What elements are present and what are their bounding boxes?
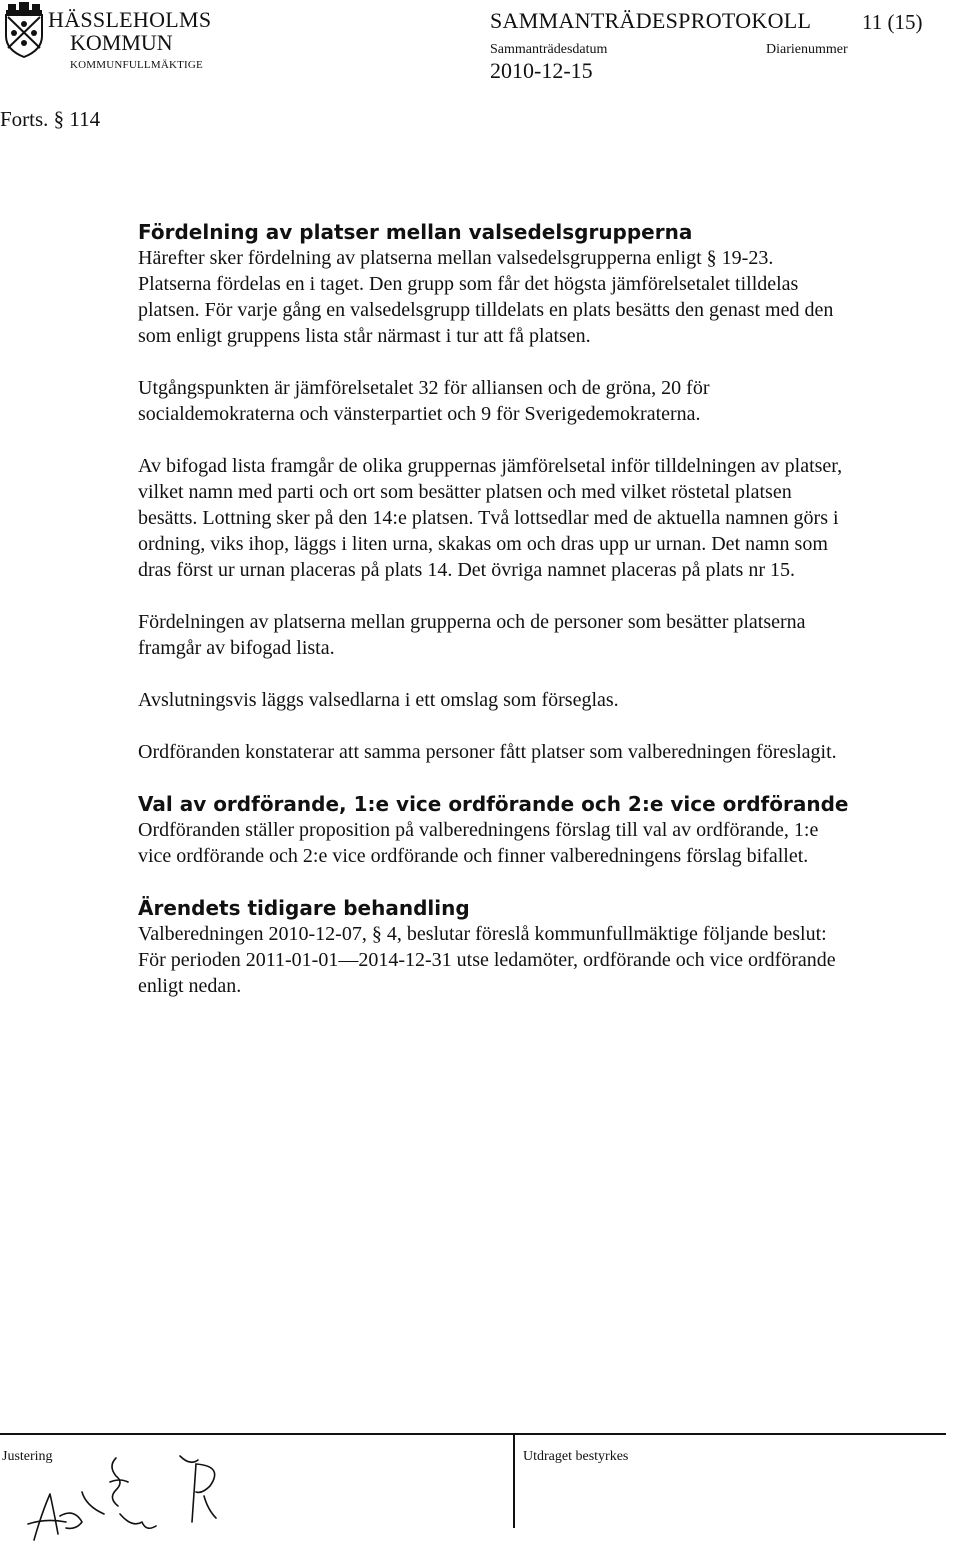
footer-divider bbox=[0, 1433, 946, 1435]
text-line: Av bifogad lista framgår de olika gruppernas jämförelsetal inför tilldelningen av platser, bbox=[138, 455, 843, 477]
paragraph bbox=[138, 245, 958, 349]
text-line: besätts. Lottning sker på den 14:e platsen. Två lottsedlar med de aktuella namnen görs i bbox=[138, 507, 839, 529]
text-line: dras först ur urnan placeras på plats 14. Det övriga namnet placeras på plats nr 15. bbox=[138, 559, 795, 581]
text-line: ordning, viks ihop, läggs i liten urna, skakas om och dras upp ur urnan. Det namn som bbox=[138, 533, 828, 555]
text-line: Fördelningen av platserna mellan grupperna och de personer som besätter platserna bbox=[138, 611, 806, 633]
text-line: Ordföranden konstaterar att samma personer fått platser som valberedningen föreslagit. bbox=[138, 741, 837, 763]
text-line: Utgångspunkten är jämförelsetalet 32 för alliansen och de gröna, 20 för bbox=[138, 377, 710, 399]
certified-extract-label: Utdraget bestyrkes bbox=[523, 1449, 629, 1464]
text-line: vilket namn med parti och ort som besätter platsen och med vilket röstetal platsen bbox=[138, 481, 792, 503]
org-name: HÄSSLEHOLMS bbox=[48, 7, 212, 32]
meeting-date: 2010-12-15 bbox=[490, 58, 593, 83]
text-line: platsen. För varje gång en valsedelsgrupp tilldelats en plats besätts den genast med den bbox=[138, 299, 834, 321]
section-continuation: Forts. § 114 bbox=[0, 107, 101, 131]
municipal-crest-icon bbox=[2, 2, 46, 58]
paragraph bbox=[138, 687, 958, 713]
text-line: För perioden 2011-01-01—2014-12-31 utse ledamöter, ordförande och vice ordförande bbox=[138, 949, 836, 971]
paragraph bbox=[138, 375, 958, 427]
meeting-date-label: Sammanträdesdatum bbox=[490, 42, 608, 57]
text-line: Avslutningsvis läggs valsedlarna i ett omslag som förseglas. bbox=[138, 689, 619, 711]
text-line: Härefter sker fördelning av platserna mellan valsedelsgrupperna enligt § 19-23. bbox=[138, 247, 774, 269]
paragraph bbox=[138, 609, 958, 661]
diary-number-label: Diarienummer bbox=[766, 42, 848, 57]
text-line: vice ordförande och 2:e vice ordförande och finner valberedningens förslag bifallet. bbox=[138, 845, 809, 867]
section-heading: Fördelning av platser mellan valsedelsgrupperna bbox=[138, 220, 693, 244]
text-line: framgår av bifogad lista. bbox=[138, 637, 335, 659]
text-line: socialdemokraterna och vänsterpartiet och 9 för Sverigedemokraterna. bbox=[138, 403, 701, 425]
section-heading: Val av ordförande, 1:e vice ordförande och 2:e vice ordförande bbox=[138, 792, 849, 816]
text-line: Valberedningen 2010-12-07, § 4, beslutar föreslå kommunfullmäktige följande beslut: bbox=[138, 923, 827, 945]
paragraph bbox=[138, 817, 958, 869]
document-body bbox=[138, 219, 958, 999]
paragraph bbox=[138, 739, 958, 765]
text-line: som enligt gruppens lista står närmast i tur att få platsen. bbox=[138, 325, 591, 347]
paragraph bbox=[138, 453, 958, 583]
handwritten-initials-signature bbox=[20, 1452, 250, 1546]
org-body: KOMMUNFULLMÄKTIGE bbox=[70, 59, 203, 71]
footer-column-divider bbox=[513, 1433, 515, 1528]
text-line: Platserna fördelas en i taget. Den grupp som får det högsta jämförelsetalet tilldelas bbox=[138, 273, 799, 295]
text-line: Ordföranden ställer proposition på valberedningens förslag till val av ordförande, 1:e bbox=[138, 819, 819, 841]
text-line: enligt nedan. bbox=[138, 975, 242, 997]
document-type: SAMMANTRÄDESPROTOKOLL bbox=[490, 8, 812, 33]
section-heading: Ärendets tidigare behandling bbox=[138, 896, 470, 920]
justering-label: Justering bbox=[2, 1449, 53, 1464]
paragraph bbox=[138, 921, 958, 999]
org-name-line2: KOMMUN bbox=[70, 30, 173, 55]
page-number: 11 (15) bbox=[862, 10, 923, 34]
